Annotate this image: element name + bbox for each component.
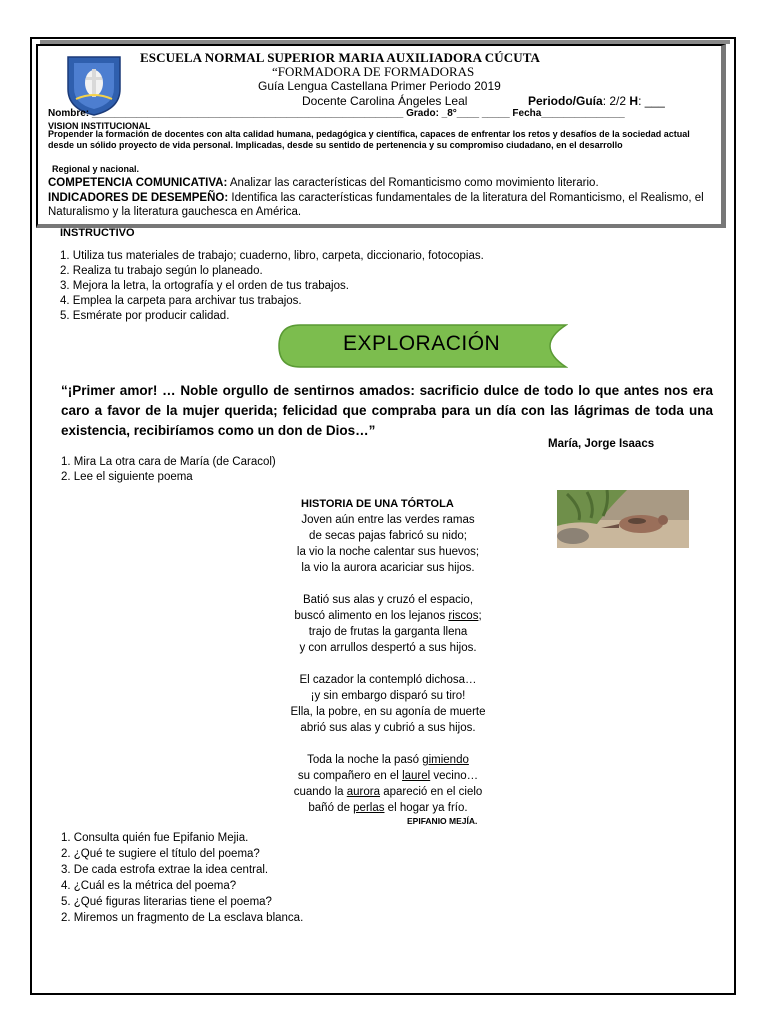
step-item: 1. Mira La otra cara de María (de Caracol) — [61, 456, 276, 468]
question-item: 2. ¿Qué te sugiere el título del poema? — [61, 848, 260, 860]
poem-line — [218, 770, 558, 782]
instructivo-item: 2. Realiza tu trabajo según lo planeado. — [60, 265, 263, 277]
glossary-word: aurora — [346, 786, 381, 798]
guide-title: Guía Lengua Castellana Primer Periodo 2019 — [258, 79, 501, 93]
question-item: 1. Consulta quién fue Epifanio Mejia. — [61, 832, 249, 844]
exploracion-label: EXPLORACIÓN — [343, 332, 501, 355]
instructivo-item: 4. Emplea la carpeta para archivar tus trabajos. — [60, 295, 302, 307]
glossary-word: perlas — [353, 802, 385, 814]
instructivo-item: 3. Mejora la letra, la ortografía y el orden de tus trabajos. — [60, 280, 349, 292]
poem-text: buscó alimento en los lejanos — [294, 610, 449, 622]
indicadores-text: Identifica las características fundamentales de la literatura del Romanticismo, el Realismo, el Naturalismo y la literatura gauchesca en América. — [48, 192, 704, 218]
school-slogan: “FORMADORA DE FORMADORAS — [272, 64, 475, 79]
school-name: ESCUELA NORMAL SUPERIOR MARIA AUXILIADORA CÚCUTA — [140, 50, 541, 65]
student-name-row[interactable]: Nombre: ________________________________________________________ Grado: _8°____ _____ Fecha_______________ — [48, 108, 625, 119]
poem-line: Joven aún entre las verdes ramas — [301, 514, 475, 526]
instructivo-item: 1. Utiliza tus materiales de trabajo; cuaderno, libro, carpeta, diccionario, fotocopias. — [60, 250, 484, 262]
poem-line: abrió sus alas y cubrió a sus hijos. — [300, 722, 476, 734]
poem-line: y con arrullos despertó a sus hijos. — [299, 642, 477, 654]
poem-line — [218, 754, 558, 766]
poem-line — [218, 786, 558, 798]
h-value: : ___ — [638, 94, 665, 108]
poem-line: trajo de frutas la garganta llena — [308, 626, 468, 638]
poem-text: apareció en el cielo — [380, 786, 483, 798]
poem-text: su compañero en el — [297, 770, 403, 782]
competencia-label: COMPETENCIA COMUNICATIVA: — [48, 177, 228, 189]
competencia — [48, 177, 599, 189]
indicadores — [48, 191, 720, 219]
step-item: 2. Lee el siguiente poema — [61, 471, 193, 483]
indicadores-label: INDICADORES DE DESEMPEÑO: — [48, 192, 229, 204]
poem-author: EPIFANIO MEJÍA. — [407, 816, 478, 826]
h-label: H — [629, 94, 639, 108]
quote-text: “¡Primer amor! … Noble orgullo de sentirnos amados: sacrificio dulce de todo lo que antes nos era caro a favor de la mujer querida; felicidad que compraba para un día con las lágrimas de toda una existencia, recibiríamos como un don de Dios…” — [61, 383, 713, 438]
poem-line: Batió sus alas y cruzó el espacio, — [302, 594, 474, 606]
period-info — [528, 94, 665, 108]
poem-line: de secas pajas fabricó su nido; — [309, 530, 467, 542]
poem-title: HISTORIA DE UNA TÓRTOLA — [301, 498, 454, 510]
glossary-word: laurel — [402, 770, 431, 782]
poem-text: bañó de — [308, 802, 354, 814]
vision-text: Propender la formación de docentes con alta calidad humana, pedagógica y científica, capaces de enfrentar los retos y desafíos de la sociedad actual desde un sólido proyecto de vida personal. Implicadas, desde su sentido de pertenencia y su compromiso ciudadano, en el desarrollo — [48, 129, 690, 150]
poem-text: vecino… — [430, 770, 479, 782]
dove-photo — [557, 490, 689, 548]
poem-line: la vio la noche calentar sus huevos; — [296, 546, 480, 558]
poem-line: El cazador la contempló dichosa… — [299, 674, 477, 686]
poem-line — [218, 802, 558, 814]
poem-text: Toda la noche la pasó — [307, 754, 423, 766]
question-item: 3. De cada estrofa extrae la idea central. — [61, 864, 269, 876]
question-item: 2. Miremos un fragmento de La esclava blanca. — [61, 912, 304, 924]
poem-text: cuando la — [293, 786, 347, 798]
poem-line: ¡y sin embargo disparó su tiro! — [310, 690, 466, 702]
poem-line — [218, 610, 558, 622]
competencia-text: Analizar las características del Romanticismo como movimiento literario. — [227, 177, 599, 189]
glossary-word: gimiendo — [422, 754, 469, 766]
period-value: : 2/2 — [602, 94, 627, 108]
question-item: 4. ¿Cuál es la métrica del poema? — [61, 880, 237, 892]
vision-regional: Regional y nacional. — [52, 164, 140, 174]
question-item: 5. ¿Qué figuras literarias tiene el poema? — [61, 896, 272, 908]
poem-text: ; — [478, 610, 482, 622]
instructivo-item: 5. Esmérate por producir calidad. — [60, 310, 230, 322]
instructivo-title: INSTRUCTIVO — [60, 227, 135, 239]
vision-title: VISION INSTITUCIONAL — [48, 121, 151, 131]
glossary-word: riscos — [448, 610, 479, 622]
period-label: Periodo/Guía — [528, 94, 603, 108]
poem-text: el hogar ya frío. — [384, 802, 468, 814]
teacher-name: Docente Carolina Ángeles Leal — [302, 94, 468, 108]
poem-line: Ella, la pobre, en su agonía de muerte — [290, 706, 486, 718]
poem-line: la vio la aurora acariciar sus hijos. — [301, 562, 475, 574]
quote-author: María, Jorge Isaacs — [548, 438, 655, 450]
